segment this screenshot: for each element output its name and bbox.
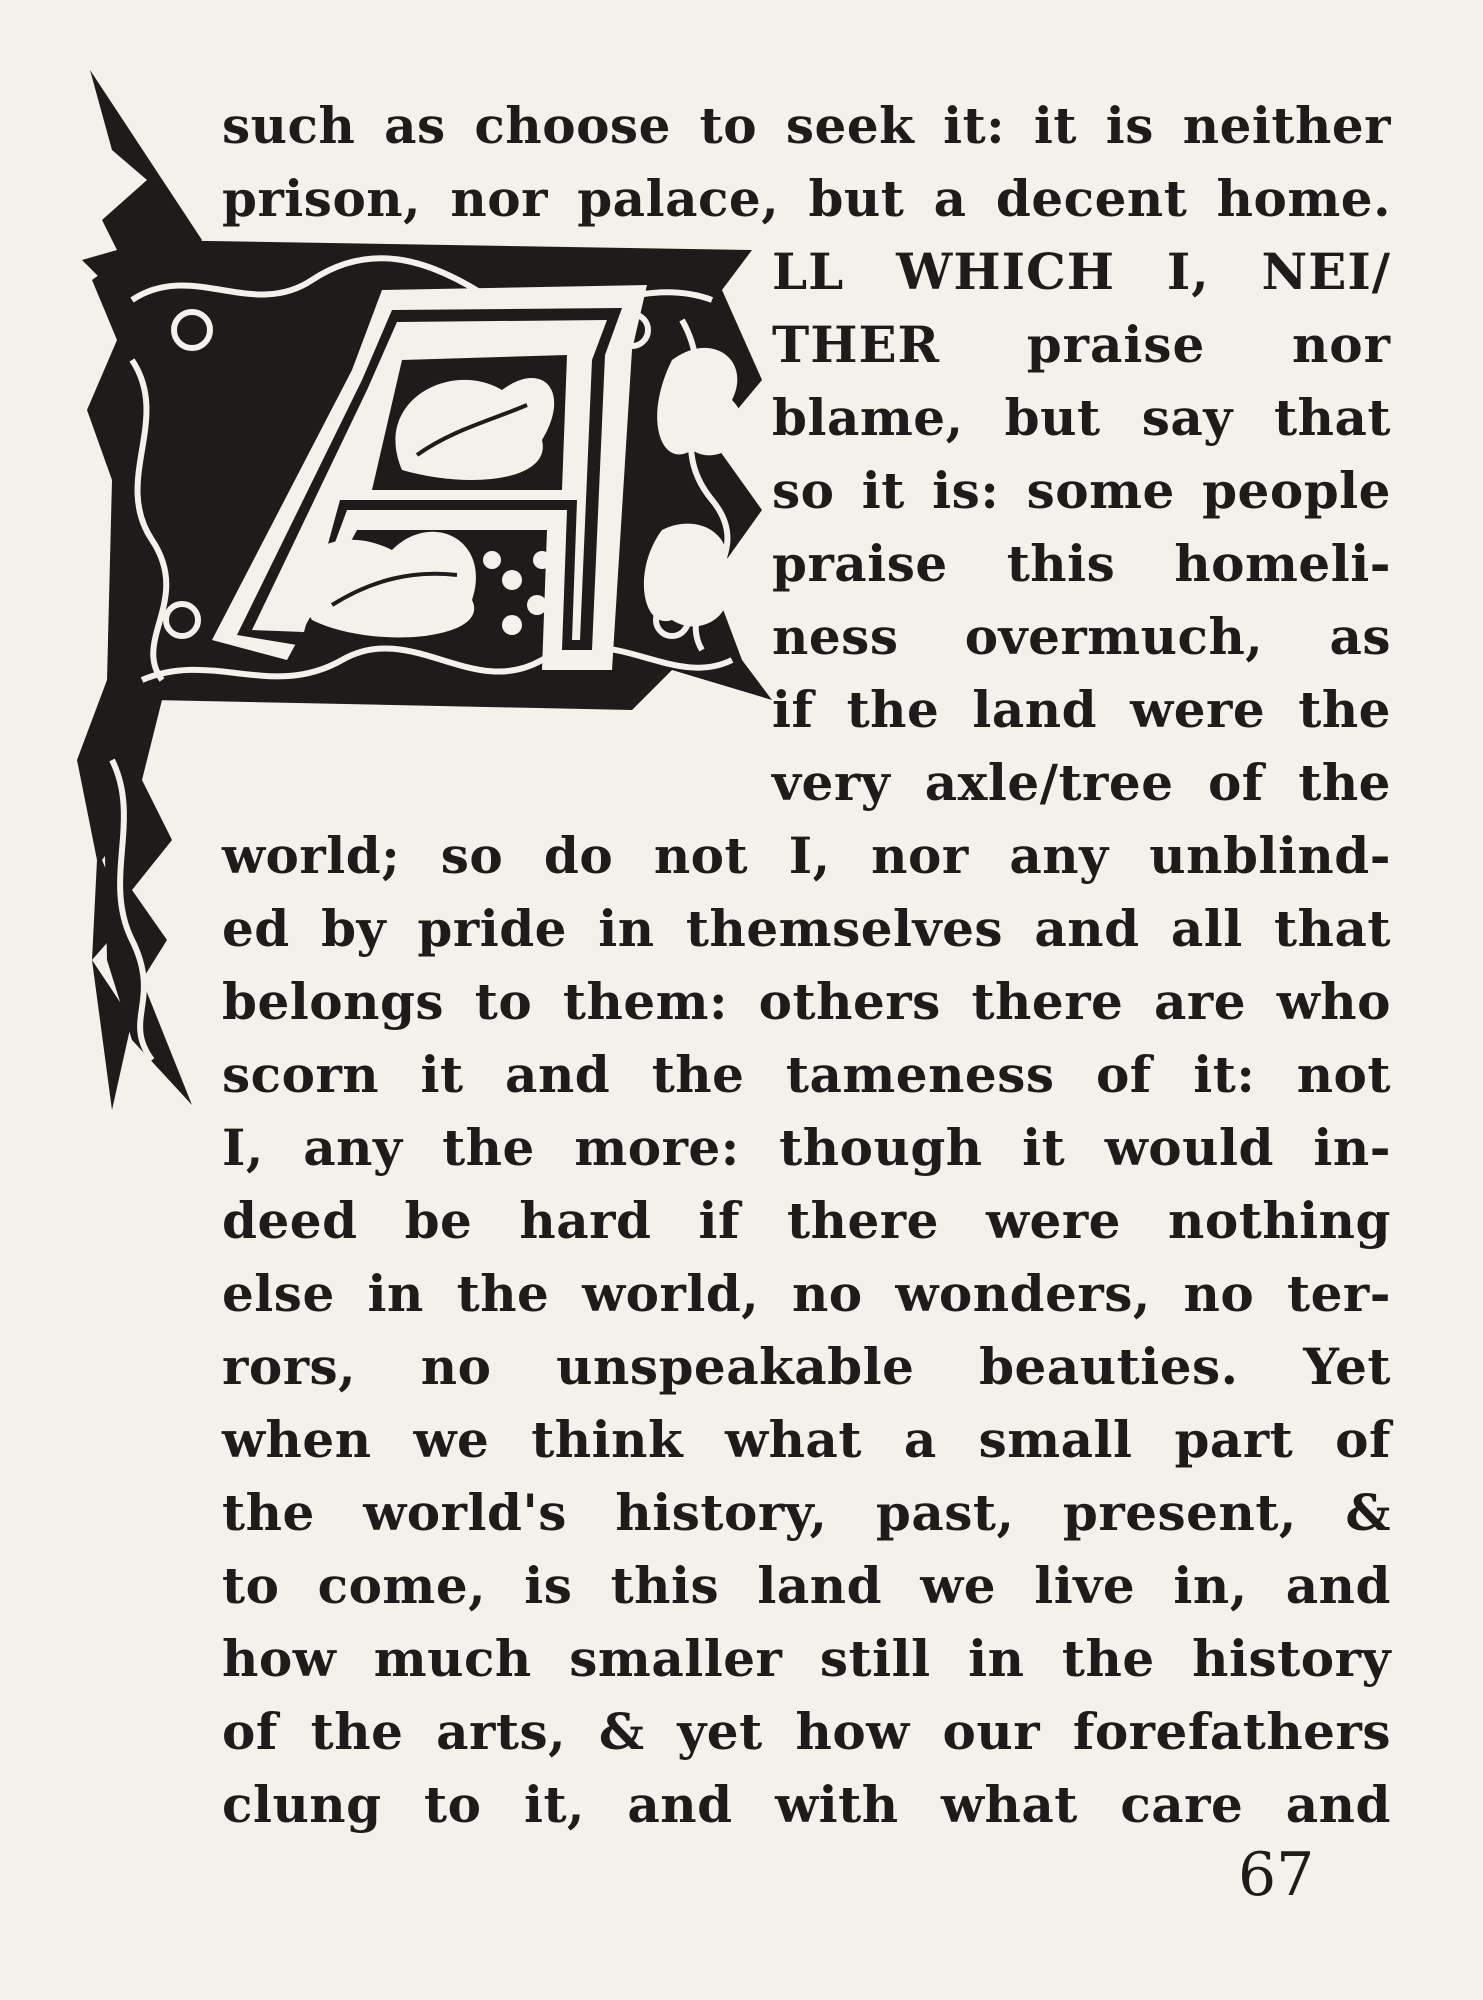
- text-line-9: if the land were the: [772, 680, 1391, 739]
- text-line-5: blame, but say that: [772, 388, 1391, 447]
- text-line-12: ed by pride in themselves and all that: [222, 899, 1391, 958]
- text-line-11: world; so do not I, nor any unblind-: [222, 826, 1391, 885]
- text-line-18: rors, no unspeakable beauties. Yet: [222, 1337, 1391, 1396]
- text-line-23: of the arts, & yet how our forefathers: [222, 1702, 1391, 1761]
- text-line-1: such as choose to seek it: it is neither: [222, 96, 1391, 155]
- text-line-2: prison, nor palace, but a decent home.: [222, 169, 1391, 228]
- text-line-4: THER praise nor: [772, 315, 1391, 374]
- text-line-24: clung to it, and with what care and: [222, 1775, 1391, 1834]
- text-line-15: I, any the more: though it would in-: [222, 1118, 1391, 1177]
- text-line-7: praise this homeli-: [772, 534, 1391, 593]
- text-line-21: to come, is this land we live in, and: [222, 1556, 1391, 1615]
- text-line-10: very axle/tree of the: [772, 753, 1391, 812]
- page-number: 67: [1238, 1840, 1315, 1910]
- text-line-19: when we think what a small part of: [222, 1410, 1391, 1469]
- text-line-6: so it is: some people: [772, 461, 1391, 520]
- text-line-20: the world's history, past, present, &: [222, 1483, 1391, 1542]
- text-line-17: else in the world, no wonders, no ter-: [222, 1264, 1391, 1323]
- text-line-13: belongs to them: others there are who: [222, 972, 1391, 1031]
- text-line-3: LL WHICH I, NEI/: [772, 242, 1391, 301]
- text-line-14: scorn it and the tameness of it: not: [222, 1045, 1391, 1104]
- text-line-22: how much smaller still in the history: [222, 1629, 1391, 1688]
- text-line-8: ness overmuch, as: [772, 607, 1391, 666]
- text-line-16: deed be hard if there were nothing: [222, 1191, 1391, 1250]
